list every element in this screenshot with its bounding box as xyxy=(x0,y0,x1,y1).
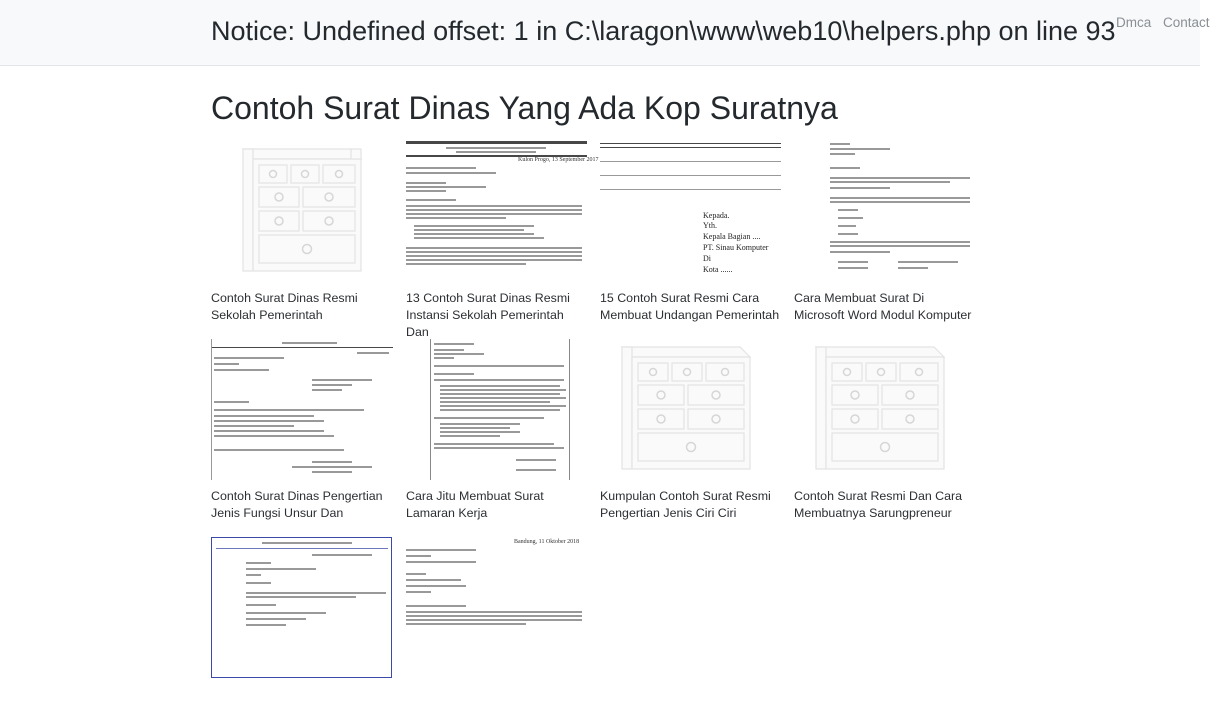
card-thumbnail-link[interactable] xyxy=(211,339,392,480)
card-thumbnail-link[interactable] xyxy=(211,537,392,678)
gallery-card[interactable] xyxy=(600,141,781,324)
address-line: Di xyxy=(703,254,711,263)
nav-link-contact[interactable]: Contact xyxy=(1163,15,1210,30)
card-thumbnail-link[interactable] xyxy=(600,339,781,480)
address-line: Kota ...... xyxy=(703,265,733,274)
letter-date: Bandung, 11 Oktober 2018 xyxy=(514,539,580,545)
card-caption[interactable]: Kumpulan Contoh Surat Resmi Pengertian Jenis Ciri Ciri xyxy=(600,489,771,520)
card-caption[interactable]: Contoh Surat Resmi Dan Cara Membuatnya Sarungpreneur xyxy=(794,489,963,520)
card-thumbnail-link[interactable] xyxy=(406,339,587,480)
letter-document-thumbnail xyxy=(406,141,599,282)
gallery-card[interactable] xyxy=(600,339,781,522)
card-thumbnail-link[interactable] xyxy=(211,141,392,282)
gallery-card[interactable] xyxy=(406,141,599,339)
letter-date: Kulon Progo, 13 September 2017 xyxy=(518,157,599,163)
letter-document-thumbnail xyxy=(406,339,587,480)
gallery-card[interactable] xyxy=(794,141,975,324)
drawer-icon xyxy=(600,339,781,480)
gallery-card[interactable] xyxy=(211,141,392,324)
top-navbar xyxy=(0,0,1210,66)
drawer-icon xyxy=(211,141,392,282)
address-line: Kepada. xyxy=(703,211,730,220)
page-title: Contoh Surat Dinas Yang Ada Kop Suratnya xyxy=(211,90,838,126)
address-line: Kepala Bagian .... xyxy=(703,232,761,241)
card-thumbnail-link[interactable] xyxy=(406,537,587,678)
card-thumbnail-link[interactable] xyxy=(794,141,975,282)
card-thumbnail-link[interactable] xyxy=(794,339,975,480)
card-caption[interactable] xyxy=(211,686,392,720)
gallery-card[interactable] xyxy=(211,339,392,522)
address-line: PT. Sinau Komputer xyxy=(703,243,769,252)
letter-document-thumbnail xyxy=(406,537,587,678)
envelope-document-thumbnail xyxy=(600,141,781,282)
gallery-card[interactable] xyxy=(406,339,587,522)
card-caption[interactable]: Cara Membuat Surat Di Microsoft Word Modul Komputer xyxy=(794,291,972,322)
card-thumbnail-link[interactable] xyxy=(406,141,599,282)
drawer-icon xyxy=(794,339,975,480)
card-caption[interactable]: 15 Contoh Surat Resmi Cara Membuat Undangan Pemerintah xyxy=(600,291,780,322)
card-thumbnail-link[interactable] xyxy=(600,141,781,282)
letter-document-thumbnail xyxy=(211,339,392,480)
card-caption[interactable] xyxy=(406,686,587,720)
gallery-card[interactable] xyxy=(211,537,392,720)
card-caption[interactable]: Contoh Surat Dinas Resmi Sekolah Pemerintah xyxy=(211,291,358,322)
letter-document-thumbnail xyxy=(211,537,392,678)
gallery-card[interactable] xyxy=(794,339,975,522)
card-caption[interactable]: Contoh Surat Dinas Pengertian Jenis Fungsi Unsur Dan xyxy=(211,489,383,520)
card-caption[interactable]: Cara Jitu Membuat Surat Lamaran Kerja xyxy=(406,489,544,520)
gallery-card[interactable] xyxy=(406,537,587,720)
card-caption[interactable]: 13 Contoh Surat Dinas Resmi Instansi Sekolah Pemerintah Dan xyxy=(406,291,570,339)
php-notice-text: Notice: Undefined offset: 1 in C:\laragon\www\web10\helpers.php on line 93 xyxy=(211,16,1116,46)
address-line: Yth. xyxy=(703,221,717,230)
nav-link-dmca[interactable]: Dmca xyxy=(1116,15,1152,30)
letter-document-thumbnail xyxy=(794,141,975,282)
